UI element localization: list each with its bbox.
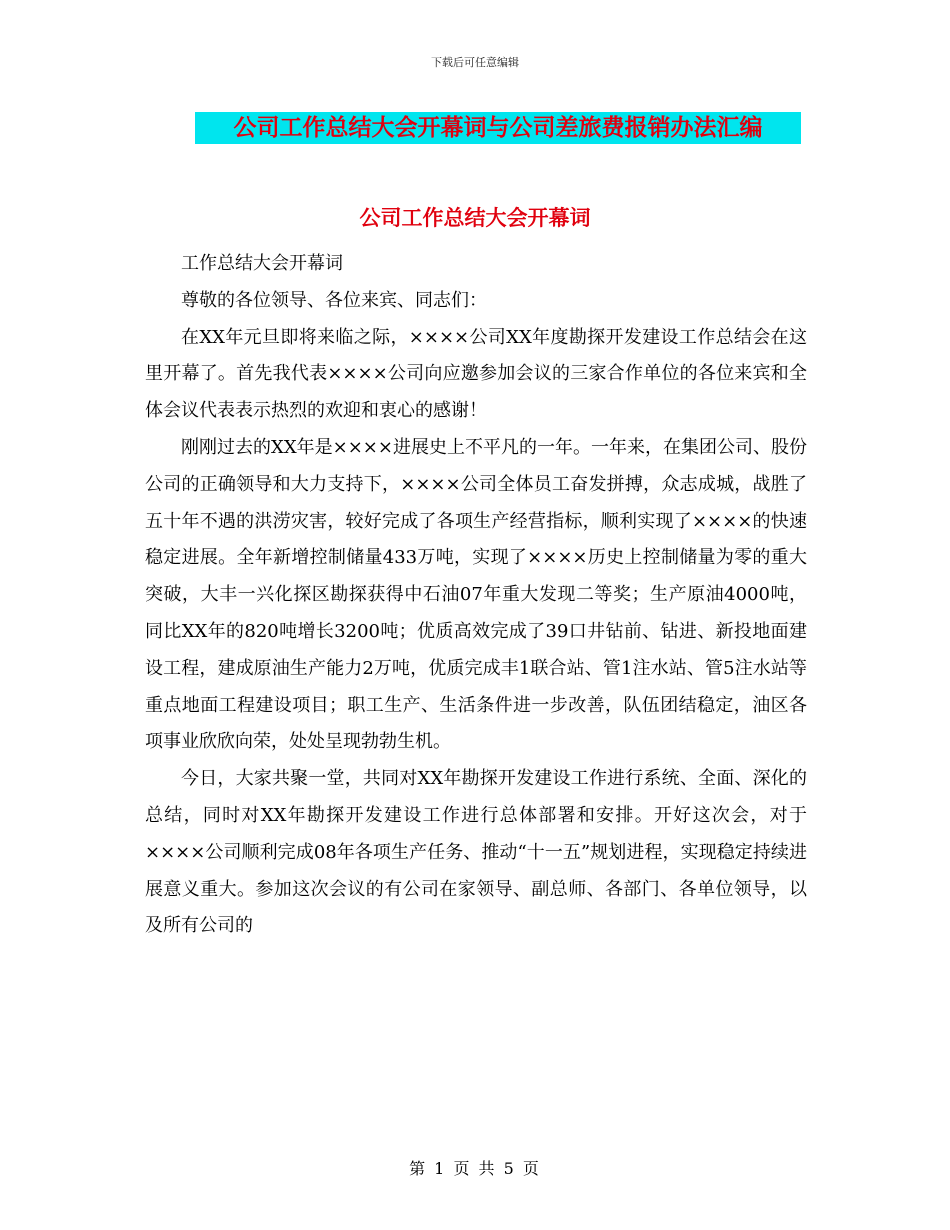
section-title: 公司工作总结大会开幕词 bbox=[359, 206, 591, 230]
page-footer: 第 1 页 共 5 页 bbox=[409, 1159, 541, 1178]
paragraph-heading: 工作总结大会开幕词 bbox=[181, 253, 343, 274]
document-main-title: 公司工作总结大会开幕词与公司差旅费报销办法汇编 bbox=[195, 112, 801, 144]
paragraph: 刚刚过去的XX年是××××进展史上不平凡的一年。一年来，在集团公司、股份公司的正确领导和大力支持下，××××公司全体员工奋发拼搏，众志成城，战胜了五十年不遇的洪涝灾害，较好完成了各项生产经营指标，顺利实现了××××的快速稳定进展。全年新增控制储量433万吨，实现了××××历史上控制储量为零的重大突破，大丰一兴化探区勘探获得中石油07年重大发现二等奖；生产原油4000吨，同比XX年的820吨增长3200吨；优质高效完成了39口井钻前、钻进、新投地面建设工程，建成原油生产能力2万吨，优质完成丰1联合站、管1注水站、管5注水站等重点地面工程建设项目；职工生产、生活条件进一步改善，队伍团结稳定，油区各项事业欣欣向荣，处处呈现勃勃生机。 bbox=[145, 436, 807, 753]
paragraph-salutation: 尊敬的各位领导、各位来宾、同志们： bbox=[181, 289, 487, 311]
body-text bbox=[145, 246, 807, 945]
header-note: 下载后可任意编辑 bbox=[431, 56, 519, 69]
paragraph: 在XX年元旦即将来临之际，××××公司XX年度勘探开发建设工作总结会在这里开幕了。首先我代表××××公司向应邀参加会议的三家合作单位的各位来宾和全体会议代表表示热烈的欢迎和衷心的感谢！ bbox=[145, 326, 807, 422]
paragraph: 今日，大家共聚一堂，共同对XX年勘探开发建设工作进行系统、全面、深化的总结，同时对XX年勘探开发建设工作进行总体部署和安排。开好这次会，对于××××公司顺利完成08年各项生产任务、推动“十一五”规划进程，实现稳定持续进展意义重大。参加这次会议的有公司在家领导、副总师、各部门、各单位领导，以及所有公司的 bbox=[145, 768, 807, 937]
